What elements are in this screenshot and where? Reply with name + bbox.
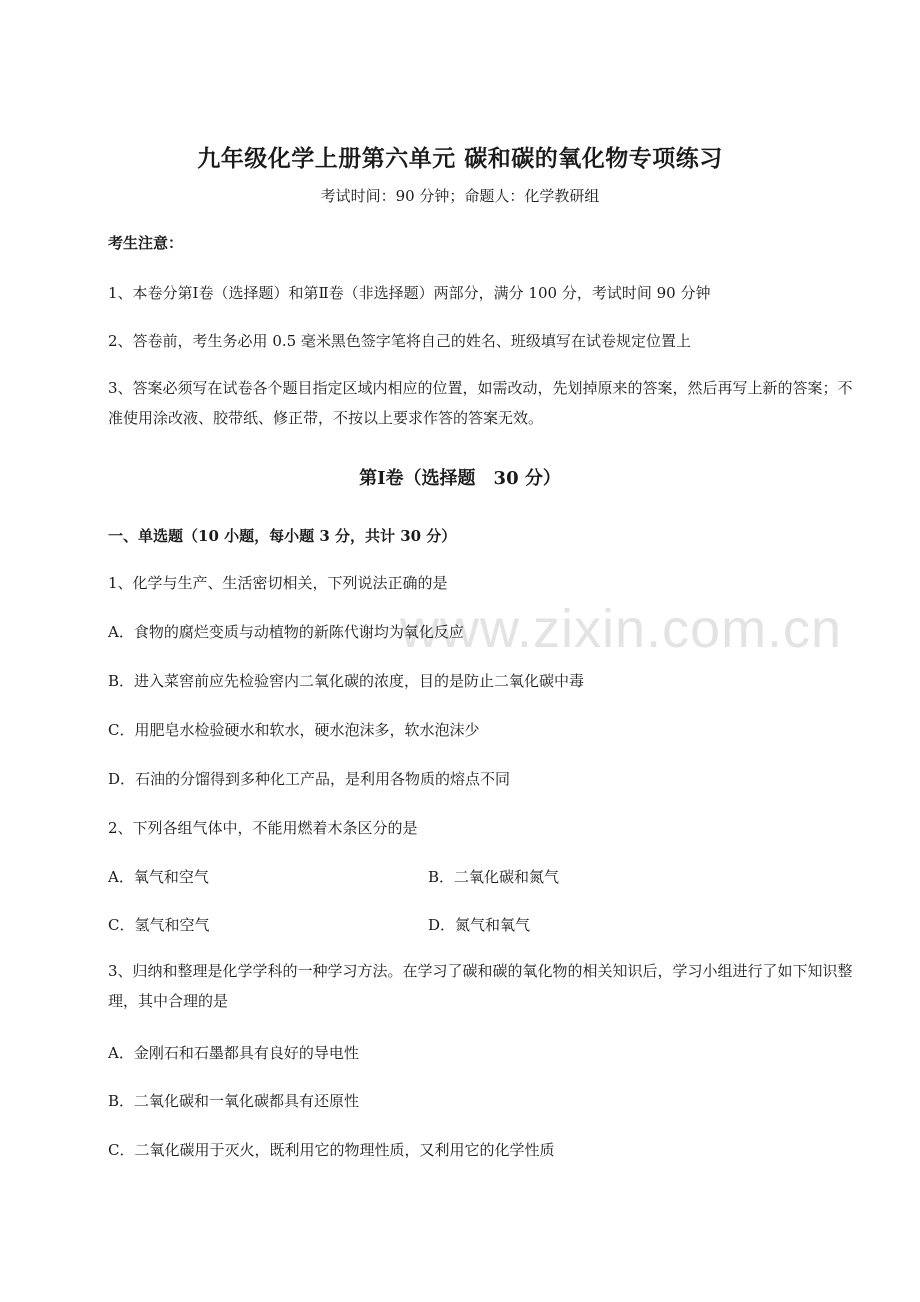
notice-heading: 考生注意： — [108, 234, 184, 252]
notice-item-2: 2、答卷前，考生务必用 0.5 毫米黑色签字笔将自己的姓名、班级填写在试卷规定位置上 — [108, 332, 691, 350]
question-3-option-a: A．金刚石和石墨都具有良好的导电性 — [108, 1044, 359, 1062]
question-1-option-b: B．进入菜窖前应先检验窖内二氧化碳的浓度，目的是防止二氧化碳中毒 — [108, 672, 585, 690]
watermark: www.zixin.com.cn — [400, 599, 843, 659]
question-3-stem: 3、归纳和整理是化学学科的一种学习方法。在学习了碳和碳的氧化物的相关知识后，学习小组进行了如下知识整理，其中合理的是 — [108, 962, 853, 1010]
exam-title: 九年级化学上册第六单元 碳和碳的氧化物专项练习 — [197, 145, 723, 172]
question-1-option-a: A．食物的腐烂变质与动植物的新陈代谢均为氧化反应 — [108, 623, 464, 641]
question-2-option-a: A．氧气和空气 — [108, 868, 209, 886]
question-1-option-d: D．石油的分馏得到多种化工产品，是利用各物质的熔点不同 — [108, 770, 511, 788]
section-heading: 一、单选题（10 小题，每小题 3 分，共计 30 分） — [108, 527, 457, 545]
question-2-stem: 2、下列各组气体中，不能用燃着木条区分的是 — [108, 819, 418, 837]
notice-item-3: 3、答案必须写在试卷各个题目指定区域内相应的位置，如需改动，先划掉原来的答案，然后再写上新的答案；不准使用涂改液、胶带纸、修正带，不按以上要求作答的答案无效。 — [108, 379, 853, 427]
question-2-option-d: D．氮气和氧气 — [428, 916, 531, 934]
question-1-option-c: C．用肥皂水检验硬水和软水，硬水泡沫多，软水泡沫少 — [108, 721, 480, 739]
part-title: 第Ⅰ卷（选择题 30 分） — [359, 468, 561, 489]
exam-subtitle: 考试时间：90 分钟；命题人：化学教研组 — [320, 187, 600, 205]
question-3-option-c: C．二氧化碳用于灭火，既利用它的物理性质，又利用它的化学性质 — [108, 1141, 555, 1159]
question-2-option-b: B．二氧化碳和氮气 — [428, 868, 560, 886]
question-3-option-b: B．二氧化碳和一氧化碳都具有还原性 — [108, 1092, 360, 1110]
question-1-stem: 1、化学与生产、生活密切相关，下列说法正确的是 — [108, 574, 448, 592]
notice-item-1: 1、本卷分第Ⅰ卷（选择题）和第Ⅱ卷（非选择题）两部分，满分 100 分，考试时间 90 分钟 — [108, 284, 711, 302]
question-2-option-c: C．氢气和空气 — [108, 916, 210, 934]
